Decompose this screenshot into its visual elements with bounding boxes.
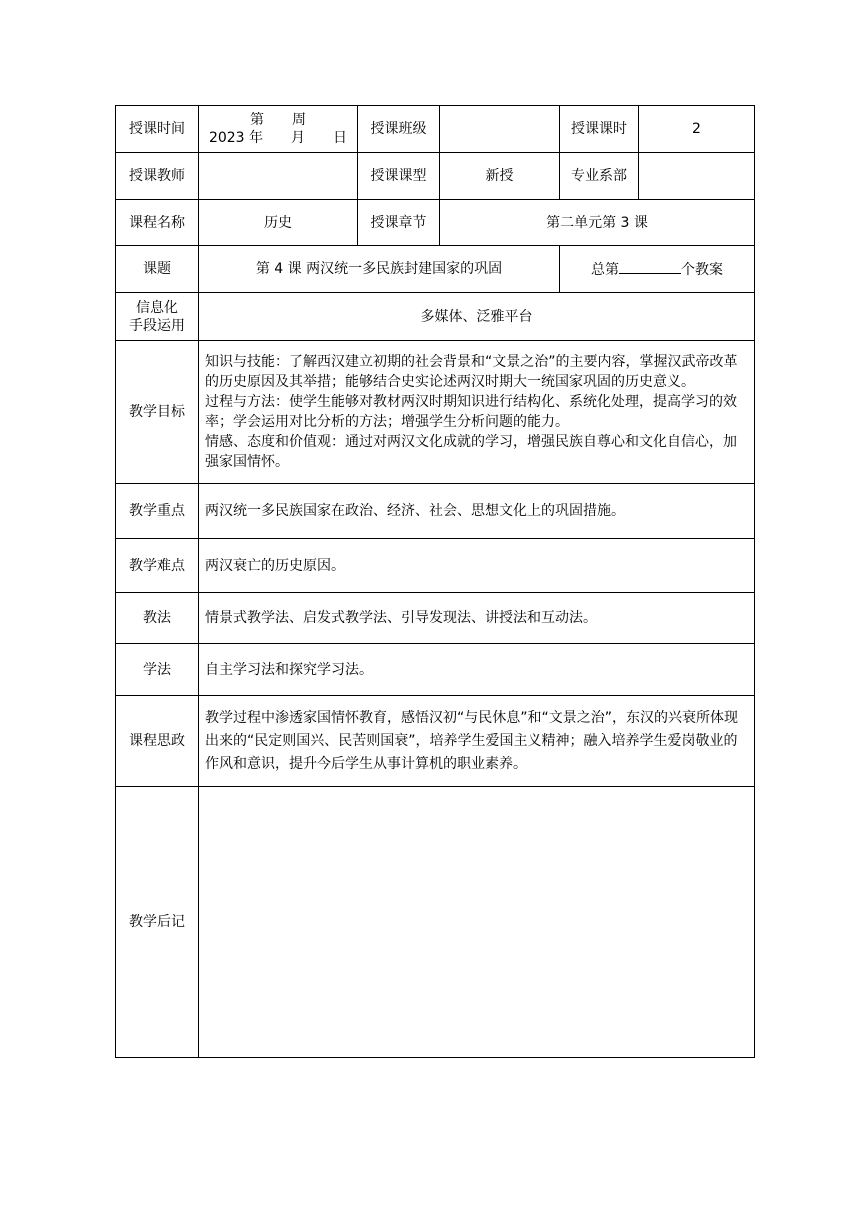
row-teaching-method [116,593,755,644]
row-objectives [116,341,755,484]
learning-method-label: 学法 [116,644,199,696]
type-value[interactable]: 新授 [440,153,560,200]
class-value[interactable] [440,106,560,153]
total-blank[interactable] [619,258,681,274]
row-teacher [116,153,755,200]
difficulties-value[interactable]: 两汉衰亡的历史原因。 [199,539,755,593]
dept-value[interactable] [639,153,755,200]
reflection-value[interactable] [199,787,755,1058]
key-points-label: 教学重点 [116,484,199,539]
row-reflection [116,787,755,1058]
teacher-value[interactable] [199,153,358,200]
row-key-points [116,484,755,539]
teacher-label: 授课教师 [116,153,199,200]
time-value[interactable] [199,106,358,153]
hours-label: 授课课时 [560,106,639,153]
class-label: 授课班级 [358,106,440,153]
dept-label: 专业系部 [560,153,639,200]
row-learning-method [116,644,755,696]
total-suffix: 个教案 [681,262,723,278]
total-prefix: 总第 [591,262,619,278]
type-label: 授课课型 [358,153,440,200]
reflection-label: 教学后记 [116,787,199,1058]
objectives-label: 教学目标 [116,341,199,484]
total-lesson-count[interactable] [560,246,755,293]
it-label-line2: 手段运用 [129,317,185,334]
hours-value[interactable]: 2 [639,106,755,153]
time-week: 第 周 [250,112,306,128]
ideology-value[interactable]: 教学过程中渗透家国情怀教育，感悟汉初“与民休息”和“文景之治”，东汉的兴衰所体现出来的“民定则国兴、民苦则国衰”，培养学生爱国主义精神；融入培养学生爱岗敬业的作风和意识，提升今后学生从事计算机的职业素养。 [199,696,755,787]
it-label-line1: 信息化 [136,299,178,316]
time-label: 授课时间 [116,106,199,153]
chapter-value[interactable]: 第二单元第 3 课 [440,200,755,246]
row-time [116,106,755,153]
lesson-plan-table [115,105,755,1058]
key-points-value[interactable]: 两汉统一多民族国家在政治、经济、社会、思想文化上的巩固措施。 [199,484,755,539]
objective-values: 情感、态度和价值观：通过对两汉文化成就的学习，增强民族自尊心和文化自信心，加强家国情怀。 [205,434,737,470]
teaching-method-label: 教法 [116,593,199,644]
row-course [116,200,755,246]
chapter-label: 授课章节 [358,200,440,246]
row-topic [116,246,755,293]
row-it-means [116,293,755,341]
it-value[interactable]: 多媒体、泛雅平台 [199,293,755,341]
row-ideology [116,696,755,787]
ideology-label: 课程思政 [116,696,199,787]
row-difficulties [116,539,755,593]
topic-value[interactable]: 第 4 课 两汉统一多民族封建国家的巩固 [199,246,560,293]
time-date: 2023 年 月 日 [208,130,348,146]
objective-knowledge: 知识与技能：了解西汉建立初期的社会背景和“文景之治”的主要内容，掌握汉武帝改革的历史原因及其举措；能够结合史实论述两汉时期大一统国家巩固的历史意义。 [205,354,738,390]
teaching-method-value[interactable]: 情景式教学法、启发式教学法、引导发现法、讲授法和互动法。 [199,593,755,644]
course-value[interactable]: 历史 [199,200,358,246]
difficulties-label: 教学难点 [116,539,199,593]
course-label: 课程名称 [116,200,199,246]
objectives-value[interactable] [199,341,755,484]
topic-label: 课题 [116,246,199,293]
learning-method-value[interactable]: 自主学习法和探究学习法。 [199,644,755,696]
objective-process: 过程与方法：使学生能够对教材两汉时期知识进行结构化、系统化处理，提高学习的效率；学会运用对比分析的方法；增强学生分析问题的能力。 [205,394,737,430]
it-label [116,293,199,341]
